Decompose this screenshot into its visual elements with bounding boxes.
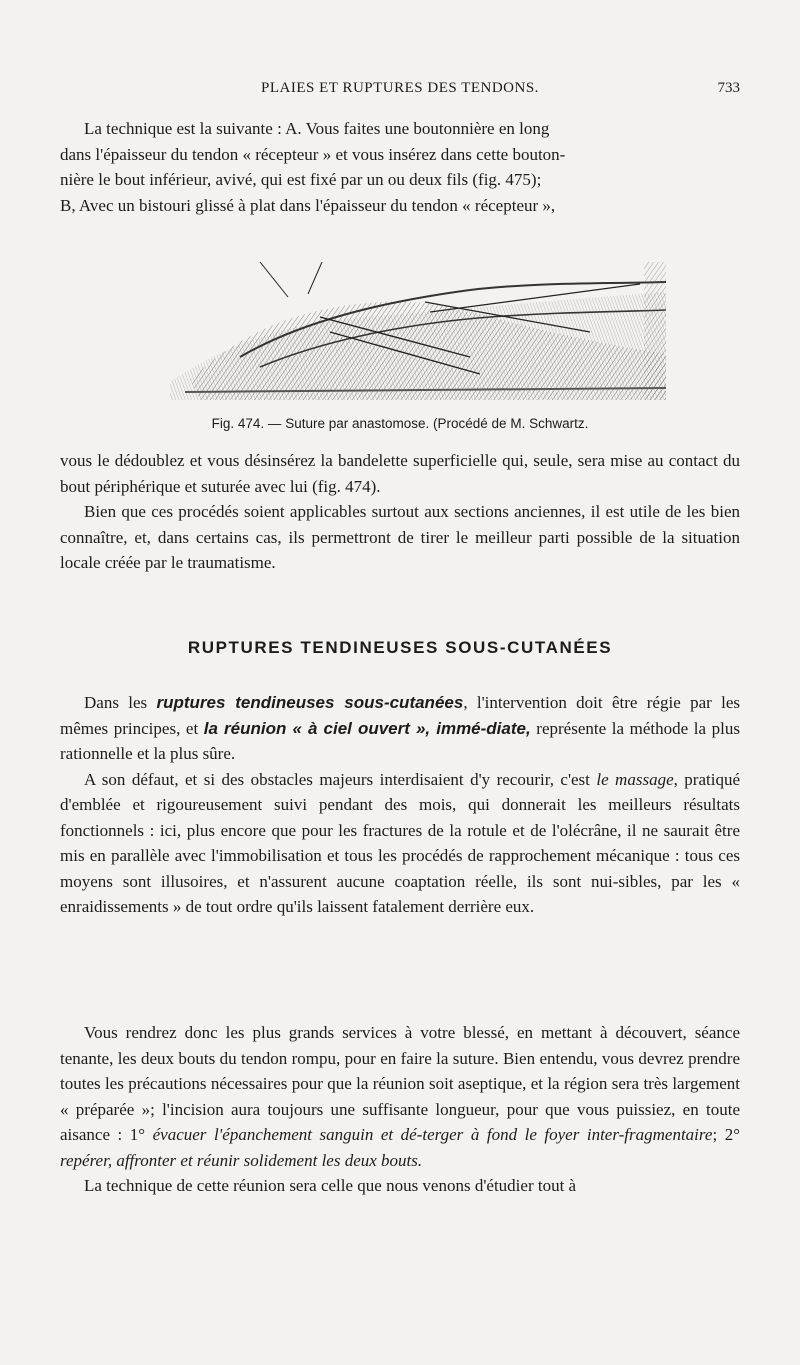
section-heading: RUPTURES TENDINEUSES SOUS-CUTANÉES: [187, 638, 613, 657]
figure-caption: Fig. 474. — Suture par anastomose. (Procédé de M. Schwartz.: [211, 416, 589, 431]
header-title: PLAIES ET RUPTURES DES TENDONS.: [261, 80, 539, 96]
emphasis-massage: le massage: [596, 769, 674, 789]
text-run: A son défaut, et si des obstacles majeurs interdisaient d'y recourir, c'est: [84, 769, 597, 789]
intro-line-4: B, Avec un bistouri glissé à plat dans l'épaisseur du tendon « récepteur »,: [60, 195, 556, 215]
running-header: [60, 80, 740, 100]
paragraph-procedures: Bien que ces procédés soient applicables surtout aux sections anciennes, il est utile de les bien connaître, et, dans certains cas, ils permettront de tirer le meilleur parti possible de la situation locale créée par le traumatisme.: [60, 502, 740, 572]
emphasis-evacuer: évacuer l'épanchement sanguin et dé-terger à fond le foyer inter-fragmentaire: [152, 1125, 713, 1144]
emphasis-reunion: la réunion « à ciel ouvert », immé-diate,: [203, 718, 531, 738]
text-run: Dans les: [84, 693, 157, 712]
page-number: 733: [717, 80, 740, 96]
text-run: Vous rendrez donc les plus grands services à votre blessé, en mettant à découvert, séance tenante, les deux bouts du tendon rompu, pour en faire la suture. Bien entendu, vous devrez prendre toutes les précautions nécessaires pour que la réunion soit aseptique, et la région sera très largement « préparée »; l'incision aura toujours une suffisante longueur, pour que vous puissiez, en toute aisance : 1°: [60, 1023, 740, 1144]
paragraph-continuation: vous le dédoublez et vous désinsérez la bandelette superficielle qui, seule, sera mise au contact du bout périphérique et suturée avec lui (fig. 474).: [60, 451, 740, 496]
after-figure-text: [60, 448, 740, 576]
intro-line-1: La technique est la suivante : A. Vous faites une boutonnière en long: [84, 119, 550, 138]
intro-line-2: dans l'épaisseur du tendon « récepteur » et vous insérez dans cette bouton-: [60, 144, 566, 164]
paragraph-ruptures: [60, 690, 740, 767]
paragraph-technique: La technique de cette réunion sera celle que nous venons d'étudier tout à: [84, 1176, 577, 1195]
emphasis-reperer: repérer, affronter et réunir solidement les deux bouts.: [60, 1150, 423, 1170]
text-run: ; 2°: [712, 1125, 740, 1144]
intro-line-3: nière le bout inférieur, avivé, qui est fixé par un ou deux fils (fig. 475);: [60, 170, 542, 189]
paragraph-massage: [60, 767, 740, 920]
tendon-suture-illustration: [170, 262, 666, 400]
section-body: [60, 690, 740, 920]
text-run: , pratiqué d'emblée et rigoureusement suivi pendant des mois, qui donnerait les meilleurs résultats fonctionnels : ici, plus encore que pour les fractures de la rotule et de l'olécrâne, il ne saurait être mis en parallèle avec l'immobilisation et tous les procédés de rapprochement mécanique : tous ces moyens sont illusoires, et n'assurent aucune coaptation réelle, ils sont nui-sibles, par les « enraidissements » de tout ordre qu'ils laissent fatalement derrière eux.: [60, 769, 740, 916]
section-body-continued: [60, 1020, 740, 1199]
paragraph-suture: [60, 1020, 740, 1173]
text-run: , l'intervention doit être régie par les mêmes principes, et: [60, 693, 740, 738]
text-run: représente la méthode la plus rationnelle et la plus sûre.: [60, 718, 740, 763]
emphasis-ruptures: ruptures tendineuses sous-cutanées: [156, 693, 464, 712]
intro-paragraph: [60, 116, 740, 218]
